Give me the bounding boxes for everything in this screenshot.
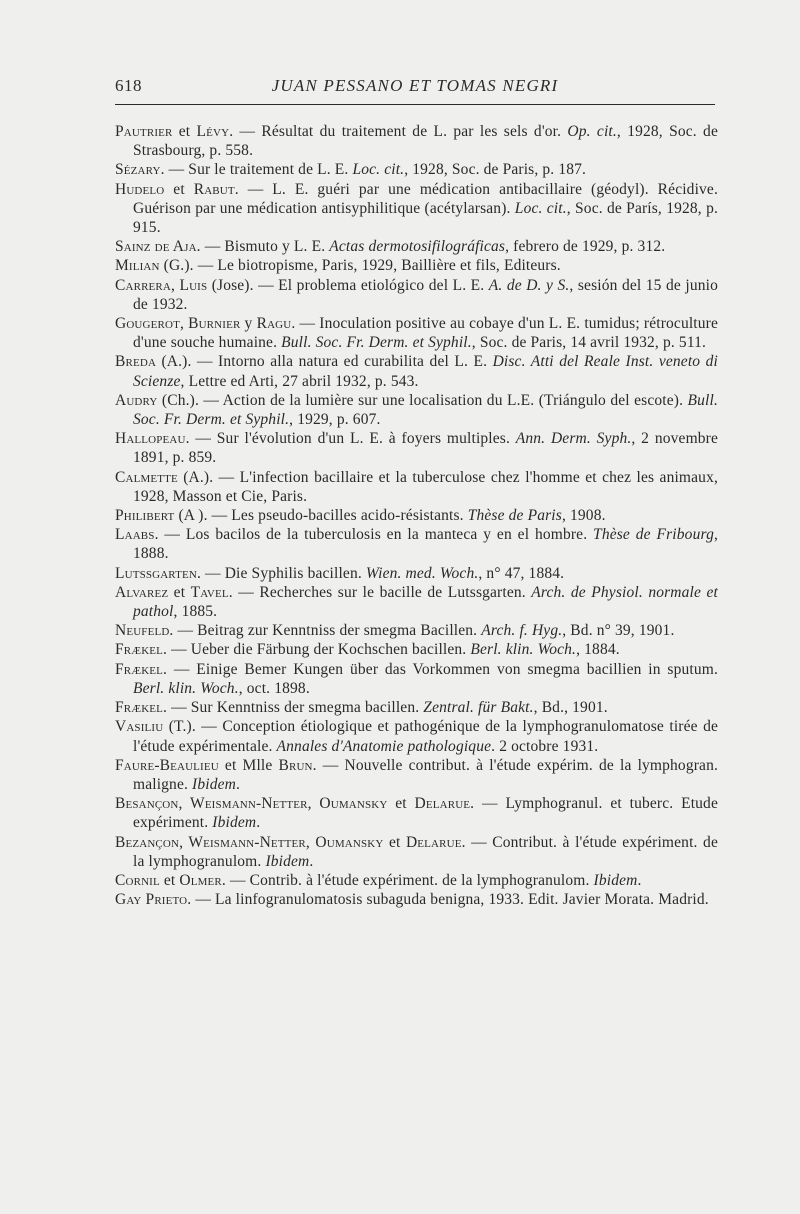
reference-author: Sainz de Aja [115, 238, 197, 256]
reference-text: . — Die Syphilis bacillen. [196, 564, 366, 582]
reference-author: Frækel [115, 641, 164, 659]
reference-author: Vasiliu [115, 718, 164, 736]
reference-source-title: Bull. Soc. Fr. Derm. et Syphil. [281, 334, 472, 352]
reference-text: , sesión del 15 de junio de 1932. [133, 276, 718, 313]
reference-entry [115, 429, 718, 467]
reference-list [115, 122, 718, 909]
reference-author: Audry [115, 391, 158, 409]
reference-author: Lutssgarten [115, 564, 197, 582]
reference-source-title: Berl. klin. Woch. [133, 679, 239, 697]
reference-text: , oct. 1898. [238, 679, 310, 697]
reference-text: , Bd. n° 39, 1901. [562, 622, 675, 640]
reference-text: (A.). — Intorno alla natura ed curabilita del L. E. [156, 353, 493, 371]
reference-text: (G.). — Le biotropisme, Paris, 1929, Baillière et fils, Editeurs. [159, 257, 561, 275]
reference-text: , 1908. [561, 507, 606, 525]
reference-source-title: Zentral. für Bakt. [423, 699, 534, 717]
reference-author: Hallopeau [115, 430, 186, 448]
reference-text: , Lettre ed Arti, 27 abril 1932, p. 543. [180, 372, 419, 390]
reference-text: . — Einige Bemer Kungen über das Vorkommen von smegma bacillien in sputum. [163, 660, 718, 678]
header-rule [115, 104, 715, 105]
reference-text: y [240, 315, 257, 333]
reference-text: et [168, 583, 191, 601]
reference-text: (T.). — Conception étiologique et pathogénique de la lymphogranulomatose tirée de l'étude expérimentale. [133, 718, 718, 755]
reference-author: Pautrier [115, 123, 173, 140]
reference-source-title: Ibidem [212, 814, 257, 832]
reference-text: . [256, 814, 261, 832]
reference-text: . [309, 852, 314, 870]
reference-text: (A.). — L'infection bacillaire et la tuberculose chez l'homme et chez les animaux, 1928, Masson et Cie, Paris. [133, 468, 718, 505]
page-number: 618 [115, 76, 142, 95]
reference-text: . — Contrib. à l'étude expériment. de la lymphogranulom. [221, 871, 594, 889]
reference-author: Alvarez [115, 583, 169, 601]
reference-text: (A ). — Les pseudo-bacilles acido-résistants. [174, 507, 468, 525]
reference-text: . — Sur le traitement de L. E. [160, 161, 353, 179]
reference-text: . — Nouvelle contribut. à l'étude expérim. de la lymphogran. maligne. [133, 756, 718, 793]
reference-text: et [172, 123, 197, 140]
reference-entry [115, 391, 718, 429]
reference-text: . — Beitrag zur Kenntniss der smegma Bacillen. [169, 622, 482, 640]
reference-author: Frækel [115, 660, 164, 678]
reference-author: Olmer [179, 871, 222, 889]
reference-entry [115, 640, 718, 659]
reference-author: Frækel [115, 699, 164, 717]
reference-author: Calmette [115, 468, 178, 486]
reference-text: , 1884. [576, 641, 620, 659]
reference-source-title: Disc. Atti del Reale Inst. veneto di Scienze [133, 353, 718, 390]
reference-entry [115, 794, 718, 832]
reference-text: , 1928, Soc. de Strasbourg, p. 558. [133, 123, 718, 160]
reference-entry [115, 276, 718, 314]
reference-source-title: Thèse de Paris [467, 507, 562, 525]
reference-entry [115, 160, 718, 179]
reference-author: Philibert [115, 507, 175, 525]
reference-text: . — Lymphogranul. et tuberc. Etude expériment. [133, 795, 718, 832]
reference-author: Gay Prieto [115, 891, 188, 909]
reference-entry [115, 717, 718, 755]
reference-text: et [164, 180, 194, 198]
reference-author: Milian [115, 257, 160, 275]
reference-text: et [159, 871, 180, 889]
reference-author: Neufeld [115, 622, 170, 640]
reference-text: , n° 47, 1884. [478, 564, 565, 582]
reference-text: (Ch.). — Action de la lumière sur une localisation du L.E. (Triángulo del escote). [157, 391, 688, 409]
reference-source-title: Ibidem [192, 775, 236, 793]
reference-author: Laabs [115, 526, 155, 544]
reference-source-title: Arch. f. Hyg. [481, 622, 563, 640]
reference-entry [115, 468, 718, 506]
reference-text: . — Los bacilos de la tuberculosis en la manteca y en el hombre. [154, 526, 594, 544]
reference-entry [115, 122, 718, 160]
reference-source-title: Actas dermotosifilográficas [329, 238, 506, 256]
reference-source-title: Bull. Soc. Fr. Derm. et Syphil. [133, 391, 718, 429]
reference-text: , 2 novembre 1891, p. 859. [133, 430, 719, 467]
reference-author: Hudelo [115, 180, 165, 198]
reference-entry [115, 525, 718, 563]
reference-source-title: Thèse de Fribourg [593, 526, 714, 544]
reference-author: Delarue [414, 795, 471, 813]
reference-author: Delarue [405, 833, 462, 851]
reference-entry [115, 352, 718, 390]
reference-text: et [383, 833, 406, 851]
reference-author: Faure-Beaulieu [115, 756, 219, 774]
reference-entry [115, 237, 718, 256]
reference-text: . — Sur Kenntniss der smegma bacillen. [163, 699, 424, 717]
reference-author: Breda [115, 353, 157, 371]
reference-author: Rabut [193, 180, 235, 198]
page-header [115, 76, 715, 100]
reference-author: Gougerot, Burnier [115, 315, 241, 333]
reference-author: Tavel [190, 583, 229, 601]
reference-source-title: Ibidem [265, 852, 310, 870]
reference-text: . [637, 871, 642, 889]
reference-source-title: A. de D. y S. [488, 276, 570, 294]
reference-text: . 2 octobre 1931. [491, 737, 599, 755]
reference-source-title: Arch. de Physiol. normale et pathol [133, 583, 718, 621]
reference-text: et [387, 795, 415, 813]
reference-text: , 1888. [133, 526, 719, 563]
reference-entry [115, 833, 718, 871]
reference-source-title: Annales d'Anatomie pathologique [276, 737, 492, 755]
reference-text: , 1885. [173, 603, 218, 621]
reference-author: Bezançon, Weismann-Netter, Oumansky [115, 833, 384, 851]
reference-entry [115, 506, 718, 525]
reference-source-title: Ibidem [593, 871, 638, 889]
reference-author: Lévy [196, 123, 230, 140]
reference-text: . — Inoculation positive au cobaye d'un L. E. tumidus; rétroculture d'une souche humaine. [133, 315, 719, 352]
reference-text: , Soc. de Paris, 14 avril 1932, p. 511. [471, 334, 707, 352]
reference-source-title: Berl. klin. Woch. [470, 641, 577, 659]
reference-text: . — Recherches sur le bacille de Lutssgarten. [228, 583, 532, 601]
reference-text: . — La linfogranulomatosis subaguda benigna, 1933. Edit. Javier Morata. Madrid. [187, 891, 709, 909]
reference-text: , Bd., 1901. [533, 699, 608, 717]
reference-entry [115, 583, 718, 621]
reference-text: . — Contribut. à l'étude expériment. de la lymphogranulom. [133, 833, 718, 870]
reference-text: , Soc. de París, 1928, p. 915. [133, 199, 718, 237]
reference-author: Sézary [115, 161, 161, 179]
reference-text: . [235, 775, 241, 793]
reference-text: . — Ueber die Färbung der Kochschen bacillen. [163, 641, 471, 659]
reference-text: , 1928, Soc. de Paris, p. 187. [404, 161, 587, 179]
reference-entry [115, 890, 718, 909]
reference-source-title: Loc. cit. [352, 161, 405, 179]
reference-entry [115, 756, 718, 794]
reference-source-title: Op. cit. [567, 123, 617, 140]
reference-text: . — Bismuto y L. E. [196, 238, 330, 256]
reference-text: , febrero de 1929, p. 312. [505, 238, 666, 256]
reference-author: Ragu [256, 315, 292, 333]
reference-text: , 1929, p. 607. [289, 411, 381, 429]
reference-text: . — Sur l'évolution d'un L. E. à foyers multiples. [185, 430, 516, 448]
reference-entry [115, 871, 718, 890]
reference-entry [115, 256, 718, 275]
reference-author: Brun [278, 756, 313, 774]
reference-source-title: Loc. cit. [514, 199, 567, 217]
reference-entry [115, 180, 718, 238]
reference-author: Besançon, Weismann-Netter, Oumansky [115, 795, 388, 813]
reference-text: . — Résultat du traitement de L. par les sels d'or. [229, 123, 568, 140]
reference-text: et Mlle [218, 756, 279, 774]
reference-entry [115, 314, 718, 352]
reference-author: Cornil [115, 871, 160, 889]
reference-text: (Jose). — El problema etiológico del L. E. [207, 276, 489, 294]
reference-entry [115, 698, 718, 717]
reference-source-title: Wien. med. Woch. [365, 564, 479, 582]
reference-entry [115, 660, 718, 698]
reference-entry [115, 621, 718, 640]
running-title: JUAN PESSANO ET TOMAS NEGRI [271, 76, 559, 95]
reference-text: . — L. E. guéri par une médication antibacillaire (géodyl). Récidive. Guérison par une médication antisyphilitique (acétylarsan). [133, 180, 718, 217]
reference-author: Carrera, Luis [115, 276, 208, 294]
reference-source-title: Ann. Derm. Syph. [515, 430, 632, 448]
reference-entry [115, 564, 718, 583]
